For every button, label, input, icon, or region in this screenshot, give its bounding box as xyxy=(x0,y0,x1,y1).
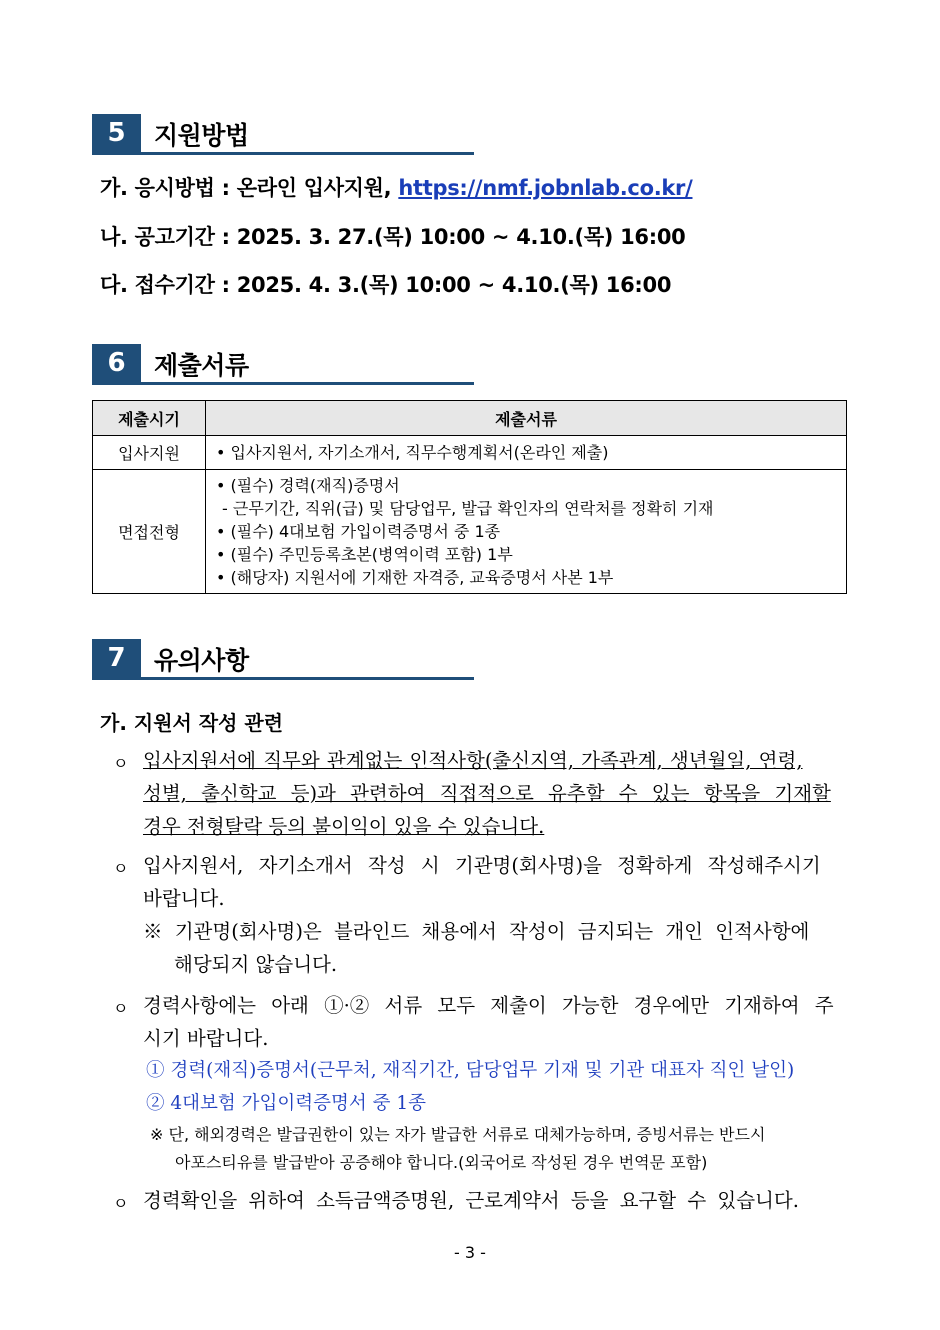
table-header: 제출시기 xyxy=(93,401,206,436)
text-line: 입사지원서에 직무와 관계없는 인적사항(출신지역, 가족관계, 생년월일, 연령, xyxy=(143,749,803,772)
section-number: 5 xyxy=(92,114,141,152)
doc-item: • 입사지원서, 자기소개서, 직무수행계획서(온라인 제출) xyxy=(216,443,609,462)
section-divider xyxy=(92,677,474,680)
section-number: 7 xyxy=(92,639,141,677)
table-cell-docs xyxy=(206,470,847,594)
section-5-header xyxy=(92,114,474,154)
text-line: ※ 단, 해외경력은 발급권한이 있는 자가 발급한 서류로 대체가능하며, 증빙서류는 반드시 xyxy=(150,1125,766,1144)
text-line: 아포스티유를 발급받아 공증해야 합니다.(외국어로 작성된 경우 번역문 포함) xyxy=(175,1153,708,1172)
bullet-marker: ㅇ xyxy=(113,754,129,773)
section-divider xyxy=(92,152,474,155)
table-cell-time: 입사지원 xyxy=(93,436,206,470)
doc-item: • (필수) 주민등록초본(병역이력 포함) 1부 xyxy=(216,545,513,564)
section-6-header xyxy=(92,344,474,384)
table-cell-docs xyxy=(206,436,847,470)
table-row xyxy=(93,470,847,594)
section-divider xyxy=(92,382,474,385)
table-row xyxy=(93,436,847,470)
note-paragraph-2 xyxy=(143,849,821,915)
doc-item: • (필수) 4대보험 가입이력증명서 중 1종 xyxy=(216,522,501,541)
text-line: ② 4대보험 가입이력증명서 중 1종 xyxy=(146,1093,427,1114)
apply-link[interactable]: https://nmf.jobnlab.co.kr/ xyxy=(398,176,693,200)
section-title: 제출서류 xyxy=(154,351,249,380)
apply-method-label: 가. 응시방법 : 온라인 입사지원, xyxy=(100,176,399,200)
doc-item: • (필수) 경력(재직)증명서 xyxy=(216,476,400,495)
text-line: 경력사항에는 아래 ①·② 서류 모두 제출이 가능한 경우에만 기재하여 주 xyxy=(143,994,834,1017)
doc-item: - 근무기간, 직위(급) 및 담당업무, 발급 확인자의 연락처를 정확히 기재 xyxy=(222,499,714,518)
section-title: 지원방법 xyxy=(154,121,249,150)
apply-method-line xyxy=(100,172,692,202)
text-line: ※ 기관명(회사명)은 블라인드 채용에서 작성이 금지되는 개인 인적사항에 xyxy=(143,920,810,943)
bullet-marker: ㅇ xyxy=(113,859,129,878)
doc-item: • (해당자) 지원서에 기재한 자격증, 교육증명서 사본 1부 xyxy=(216,568,614,587)
text-line: 시기 바랍니다. xyxy=(143,1027,269,1050)
bullet-marker: ㅇ xyxy=(113,999,129,1018)
page-number: - 3 - xyxy=(454,1243,486,1262)
table-header-row xyxy=(93,401,847,436)
notice-period: 나. 공고기간 : 2025. 3. 27.(목) 10:00 ~ 4.10.(목) 16:00 xyxy=(100,225,686,249)
note-paragraph-4: 경력확인을 위하여 소득금액증명원, 근로계약서 등을 요구할 수 있습니다. xyxy=(143,1189,799,1212)
notes-subtitle: 가. 지원서 작성 관련 xyxy=(100,711,284,735)
section-7-header xyxy=(92,639,474,679)
overseas-note xyxy=(150,1121,765,1177)
note-paragraph-3 xyxy=(143,989,834,1055)
text-line: 해당되지 않습니다. xyxy=(174,953,338,976)
note-paragraph-1 xyxy=(143,744,855,843)
table-cell-time: 면접전형 xyxy=(93,470,206,594)
bullet-marker: ㅇ xyxy=(113,1194,129,1213)
documents-table xyxy=(92,400,847,594)
text-line: 입사지원서, 자기소개서 작성 시 기관명(회사명)을 정확하게 작성해주시기 xyxy=(143,854,821,877)
section-title: 유의사항 xyxy=(154,646,249,675)
note-paragraph-2-remark xyxy=(143,915,809,981)
text-line: 경우 전형탈락 등의 불이익이 있을 수 있습니다. xyxy=(143,815,545,838)
required-docs-list xyxy=(146,1054,794,1120)
text-line: 성별, 출신학교 등)과 관련하여 직접적으로 유추할 수 있는 항목을 기재할 xyxy=(143,782,831,805)
receipt-period: 다. 접수기간 : 2025. 4. 3.(목) 10:00 ~ 4.10.(목) 16:00 xyxy=(100,273,672,297)
text-line: 바랍니다. xyxy=(143,887,225,910)
text-line: ① 경력(재직)증명서(근무처, 재직기간, 담당업무 기재 및 기관 대표자 직인 날인) xyxy=(146,1060,795,1081)
section-number: 6 xyxy=(92,344,141,382)
table-header: 제출서류 xyxy=(206,401,847,436)
